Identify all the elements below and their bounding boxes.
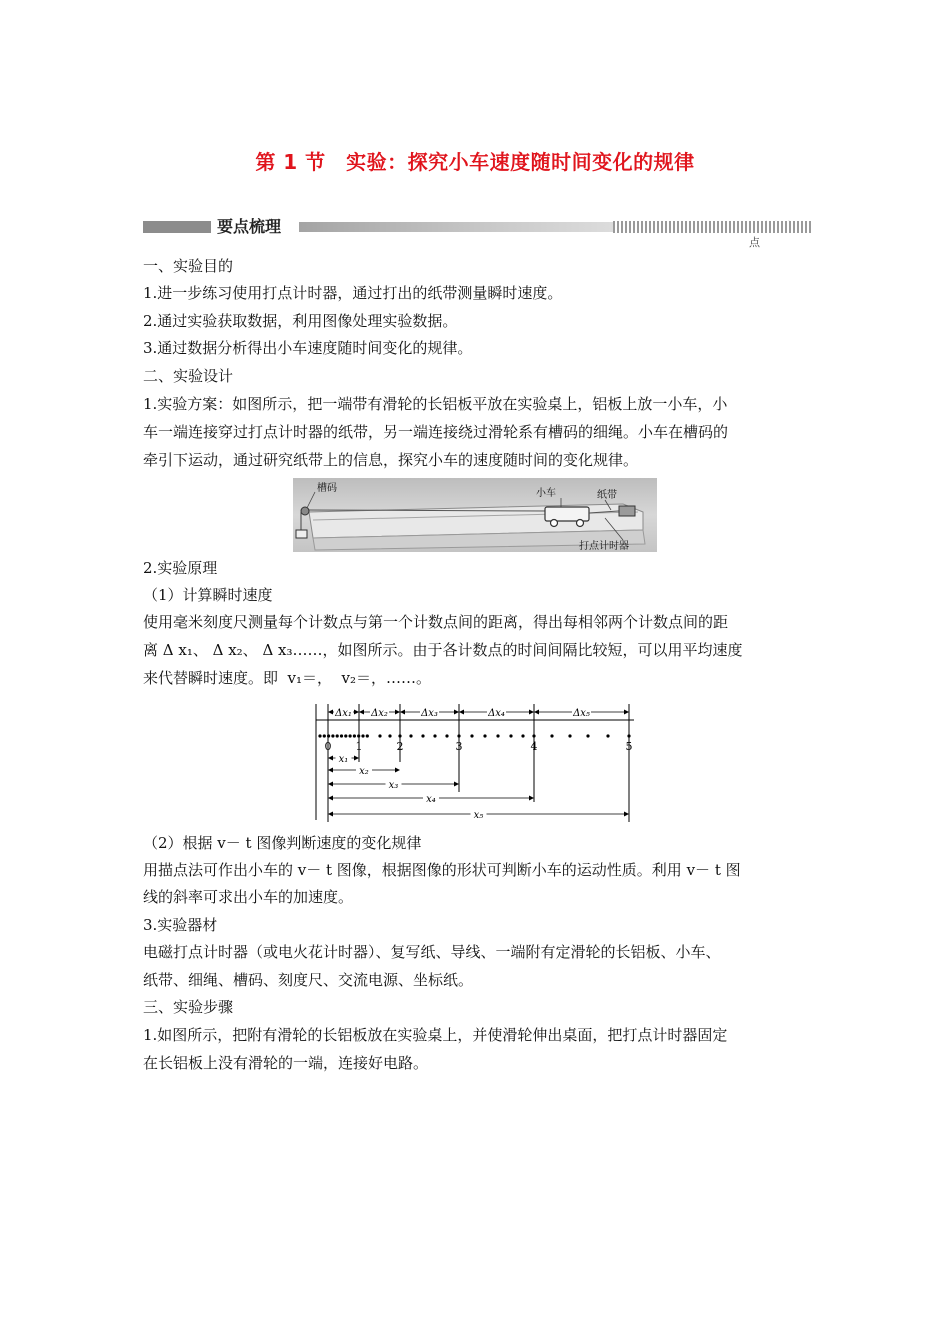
tape-dot [483,734,486,737]
tape-dot [421,734,424,737]
delta-label: Δx₄ [488,708,505,719]
x-arrowhead [328,756,333,761]
tape-dot [361,734,364,737]
tape-figure [312,700,638,824]
x-arrowhead [328,796,333,801]
delta-arrowhead [624,710,629,715]
label-tape: 纸带 [597,490,617,501]
tape-dot [509,734,512,737]
delta-arrowhead [459,710,464,715]
tape-dot [349,734,352,737]
principle-paragraph-line: 线的斜率可求出小车的加速度。 [143,888,354,906]
design-paragraph-line: 车一端连接穿过打点计时器的纸带，另一端连接绕过滑轮系有槽码的细绳。小车在槽码的 [143,423,729,441]
design-paragraph-line: 牵引下运动，通过研究纸带上的信息，探究小车的速度随时间的变化规律。 [143,451,639,469]
steps-line: 1.如图所示，把附有滑轮的长铝板放在实验桌上，并使滑轮伸出桌面，把打点计时器固定 [143,1026,728,1044]
tape-dot [433,734,436,737]
tape-dot [409,734,412,737]
x-arrowhead [328,768,333,773]
tape-dot [470,734,473,737]
apparatus-figure [293,478,657,552]
heading-purpose: 一、实验目的 [143,257,234,275]
heading-equipment: 3.实验器材 [143,916,218,934]
x-label: x₁ [338,754,349,765]
delta-arrowhead [395,710,400,715]
page-title: 第 1 节 实验：探究小车速度随时间变化的规律 [255,150,695,174]
tape-dot [340,734,343,737]
delta-arrowhead [454,710,459,715]
tape-dot [366,734,369,737]
tape-dot [532,734,535,737]
tape-dot [378,734,381,737]
equipment-line: 电磁打点计时器（或电火花计时器）、复写纸、导线、一端附有定滑轮的长铝板、小车、 [143,943,721,961]
banner-stripes-right [693,221,813,233]
tape-dot [550,734,553,737]
principle-paragraph-line: 用描点法可作出小车的 v－ t 图像，根据图像的形状可判断小车的运动性质。利用 v－ t 图 [143,861,741,879]
count-point-label: 4 [530,740,538,753]
banner-bar-left [143,221,211,233]
tape-dot [323,734,326,737]
x-arrowhead [529,796,534,801]
count-point-label: 1 [355,740,363,753]
delta-arrowhead [328,710,333,715]
tape-dot [496,734,499,737]
design-paragraph-line: 1.实验方案：如图所示，把一端带有滑轮的长铝板平放在实验桌上，铝板上放一小车，小 [143,395,728,413]
delta-label: Δx₂ [371,708,388,719]
tape-dot [388,734,391,737]
tape-dot [331,734,334,737]
tape-dot [627,734,630,737]
principle-paragraph-line: 使用毫米刻度尺测量每个计数点与第一个计数点间的距离，得出每相邻两个计数点间的距 [143,613,729,631]
principle-sub-2: （2）根据 v－ t 图像判断速度的变化规律 [143,834,422,852]
section-banner [143,216,813,249]
x-label: x₃ [388,780,399,791]
purpose-item-1: 1.进一步练习使用打点计时器，通过打出的纸带测量瞬时速度。 [143,284,563,302]
principle-paragraph-line: 离 Δ x₁、 Δ x₂、 Δ x₃……，如图所示。由于各计数点的时间间隔比较短，可以用平均速度 [143,641,743,659]
count-point-label: 5 [625,740,633,753]
tape-dot [336,734,339,737]
equipment-line: 纸带、细绳、槽码、刻度尺、交流电源、坐标纸。 [143,971,474,989]
delta-arrowhead [400,710,405,715]
count-point-label: 0 [324,740,332,753]
x-arrowhead [354,756,359,761]
label-timer: 打点计时器 [579,541,629,552]
banner-bar-middle [299,222,613,232]
tape-dot [344,734,347,737]
tape-dot [568,734,571,737]
delta-label: Δx₃ [421,708,438,719]
x-arrowhead [328,812,333,817]
tape-dot [606,734,609,737]
tape-dot [445,734,448,737]
delta-arrowhead [534,710,539,715]
x-arrowhead [395,768,400,773]
delta-arrowhead [354,710,359,715]
heading-steps: 三、实验步骤 [143,998,234,1016]
purpose-item-2: 2.通过实验获取数据，利用图像处理实验数据。 [143,312,458,330]
x-label: x₄ [426,794,436,805]
count-point-label: 2 [396,740,404,753]
count-point-label: 3 [455,740,463,753]
tape-dot [586,734,589,737]
banner-label: 要点梳理 [213,216,285,238]
principle-sub-1: （1）计算瞬时速度 [143,586,273,604]
purpose-item-3: 3.通过数据分析得出小车速度随时间变化的规律。 [143,339,473,357]
delta-label: Δx₅ [573,708,590,719]
principle-paragraph-line: 来代替瞬时速度。即 v₁＝， v₂＝，……。 [143,669,432,687]
delta-arrowhead [359,710,364,715]
heading-design: 二、实验设计 [143,367,234,385]
tape-dot [357,734,360,737]
x-label: x₂ [359,766,369,777]
tape-dot [353,734,356,737]
tape-dot [457,734,460,737]
heading-principle: 2.实验原理 [143,559,218,577]
tape-dot [521,734,524,737]
tape-dot [318,734,321,737]
steps-line: 在长铝板上没有滑轮的一端，连接好电路。 [143,1054,429,1072]
tape-dot [398,734,401,737]
x-arrowhead [454,782,459,787]
delta-arrowhead [529,710,534,715]
x-arrowhead [624,812,629,817]
delta-label: Δx₁ [335,708,352,719]
banner-right-label: 点 [747,219,813,235]
x-arrowhead [328,782,333,787]
tape-dot [327,734,330,737]
x-label: x₅ [473,810,484,821]
label-car: 小车 [536,488,556,499]
label-weight: 槽码 [317,483,337,494]
